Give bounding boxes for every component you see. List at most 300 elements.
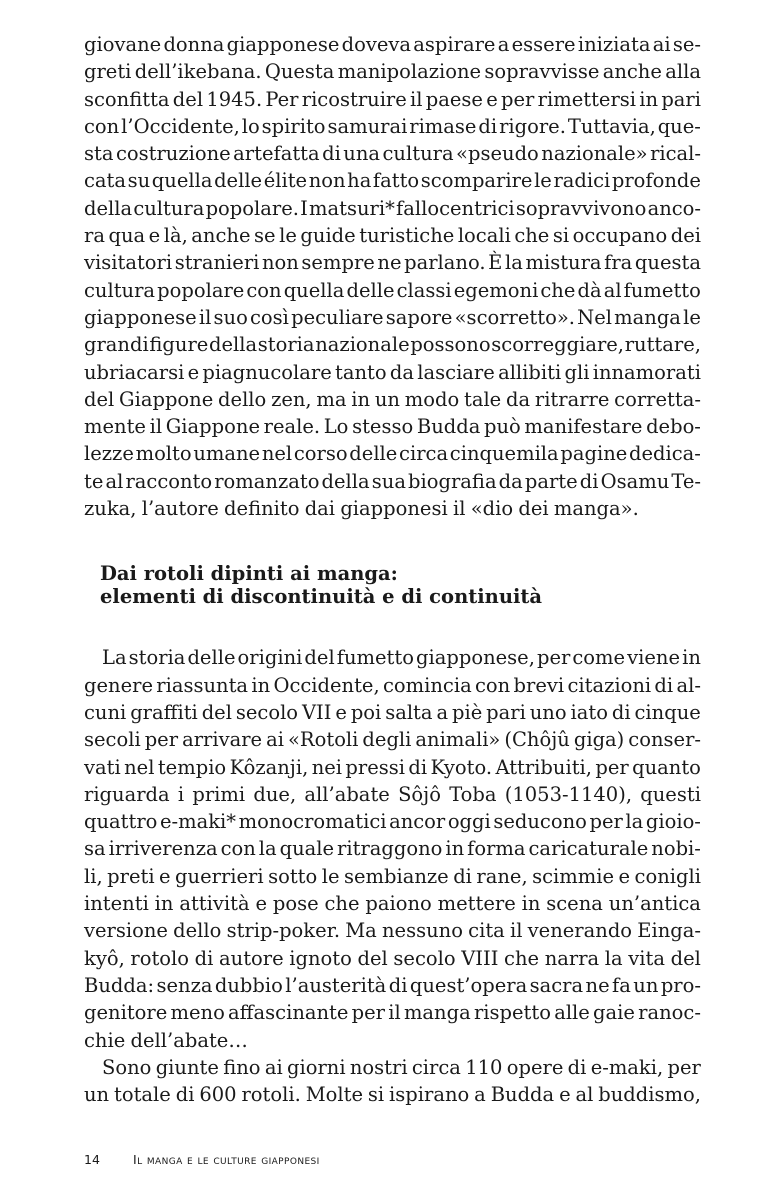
word: cultura	[382, 142, 454, 166]
word: sotto	[268, 864, 318, 888]
text-line	[84, 495, 701, 522]
word: fallocentrici	[396, 196, 515, 220]
word: uno	[529, 700, 567, 724]
word: possono	[410, 333, 491, 357]
word: Giappone	[119, 387, 214, 411]
paragraph-3	[84, 1054, 701, 1109]
word: manga	[614, 305, 681, 329]
word: dell’ikebana.	[134, 60, 262, 84]
text-line	[84, 945, 701, 972]
word: non	[308, 169, 346, 193]
word: suo	[213, 305, 248, 329]
word: reale.	[263, 415, 321, 439]
word: (1053-1140),	[504, 782, 633, 806]
word: Budda	[416, 415, 481, 439]
word: élite	[263, 169, 308, 193]
word: questi	[640, 782, 701, 806]
word: parlano.	[404, 251, 486, 275]
word: totale	[114, 1083, 171, 1107]
word: irriverenza	[108, 837, 218, 861]
word: il	[149, 415, 163, 439]
word: gaie	[593, 1001, 635, 1025]
word: dubbio	[214, 973, 283, 997]
word: stesso	[352, 415, 414, 439]
word: riguarda	[84, 782, 170, 806]
word: citazioni	[567, 673, 652, 697]
word: e	[255, 892, 267, 916]
word: ai	[652, 33, 671, 56]
word: che	[324, 892, 360, 916]
word: parte	[524, 469, 578, 493]
word: salta	[385, 700, 433, 724]
word: sua	[371, 469, 406, 493]
word: dei	[670, 224, 701, 248]
word: sta	[84, 142, 114, 166]
text-line	[84, 863, 701, 890]
word: profonde	[611, 169, 701, 193]
word: tanto	[335, 360, 387, 384]
word: figure	[149, 333, 209, 357]
word: guerrieri	[175, 864, 264, 888]
word: al-	[676, 673, 701, 697]
word: ai	[266, 728, 284, 752]
text-line	[84, 304, 701, 331]
word: un’antica	[608, 892, 701, 916]
text-line	[84, 195, 701, 222]
word: popolare.	[205, 196, 299, 220]
word: del	[84, 387, 115, 411]
word: se-	[672, 33, 701, 56]
text-line	[84, 31, 701, 58]
word: ricostruire	[301, 87, 407, 111]
word: iniziata	[577, 33, 651, 56]
word: su	[127, 169, 151, 193]
word: peculiare	[291, 305, 384, 329]
text-line	[84, 86, 701, 113]
word: ranoc-	[638, 1001, 701, 1025]
word: nei	[311, 755, 343, 779]
word: di	[567, 1055, 587, 1079]
word: versione	[84, 919, 168, 943]
word: fra	[604, 251, 633, 275]
word: per	[144, 728, 179, 752]
word: in	[682, 646, 701, 670]
word: ma	[316, 387, 347, 411]
word: in	[521, 892, 541, 916]
word: in	[251, 673, 271, 697]
word: al	[575, 1083, 594, 1107]
word: grandi	[84, 333, 149, 357]
word: nel	[261, 442, 293, 466]
word: «dio	[470, 497, 514, 521]
word: fa	[612, 973, 631, 997]
word: sembianze	[343, 864, 449, 888]
word: dello	[173, 919, 222, 943]
text-line	[84, 440, 701, 467]
word: per	[595, 755, 629, 779]
word: poi	[350, 700, 382, 724]
word: di	[654, 673, 674, 697]
word: turistiche	[359, 224, 455, 248]
word: di	[322, 142, 341, 166]
text-line	[84, 468, 701, 495]
word: alle	[554, 1001, 590, 1025]
word: racconto	[125, 469, 213, 493]
word: origini	[237, 646, 303, 670]
heading-line: elementi di discontinuità e di continuità	[100, 585, 543, 608]
word: Osamu	[600, 469, 670, 493]
word: «Rotoli	[288, 728, 359, 752]
word: e-maki,	[590, 1055, 664, 1079]
word: ritrarre	[534, 387, 610, 411]
word: l’Occidente,	[121, 114, 240, 138]
word: ignoto	[289, 946, 352, 970]
text-line	[84, 167, 701, 194]
word: del	[670, 946, 701, 970]
word: intenti	[84, 892, 149, 916]
word: la	[258, 837, 277, 861]
word: Toba	[449, 782, 497, 806]
word: artefatta	[233, 142, 320, 166]
word: caricaturale	[528, 837, 649, 861]
word: nobi-	[651, 837, 701, 861]
text-line	[84, 808, 701, 835]
word: per	[351, 1001, 386, 1025]
word: se	[254, 224, 276, 248]
word: con	[246, 278, 282, 302]
word: matsuri*	[309, 196, 395, 220]
word: del	[357, 946, 388, 970]
text-line	[84, 386, 701, 413]
text-line	[84, 331, 701, 358]
word: due,	[253, 782, 297, 806]
word: secoli	[84, 728, 141, 752]
word: strip-poker.	[226, 919, 341, 943]
word: paiono	[365, 892, 432, 916]
word: La	[102, 646, 127, 670]
word: dai	[304, 497, 336, 521]
word: giunte	[155, 1055, 219, 1079]
word: attività	[179, 892, 250, 916]
text-line	[84, 140, 701, 167]
word: delle	[346, 278, 395, 302]
word: le	[279, 224, 297, 248]
word: non	[261, 251, 299, 275]
word: doveva	[341, 33, 412, 56]
word: VII	[301, 700, 332, 724]
word: Questa	[264, 60, 335, 84]
word: della	[321, 469, 370, 493]
word: l’autore	[141, 497, 219, 521]
word: Kyoto.	[430, 755, 493, 779]
text-line	[84, 1054, 701, 1081]
word: con	[475, 673, 511, 697]
word: da	[498, 469, 523, 493]
word: la	[604, 946, 623, 970]
word: si	[552, 224, 570, 248]
text-line	[84, 890, 701, 917]
word: meno	[170, 1001, 225, 1025]
word: così	[250, 305, 289, 329]
text-line	[84, 222, 701, 249]
word: Sono	[102, 1055, 152, 1079]
word: giapponese	[84, 305, 197, 329]
word: spirito	[261, 114, 326, 138]
word: il	[198, 305, 212, 329]
word: pro-	[660, 973, 701, 997]
word: cultura	[133, 196, 205, 220]
word: che	[504, 946, 540, 970]
word: per	[589, 810, 623, 834]
word: visitatori	[84, 251, 173, 275]
word: arrivare	[182, 728, 263, 752]
word: ne	[585, 973, 610, 997]
word: popolare	[157, 278, 245, 302]
word: molto	[135, 442, 192, 466]
word: dell’abate…	[130, 1028, 248, 1052]
word: di	[478, 114, 498, 138]
word: delle	[349, 442, 398, 466]
word: che	[514, 224, 550, 248]
text-line	[84, 835, 701, 862]
word: Budda:	[84, 973, 155, 997]
word: scorreggiare,	[491, 333, 625, 357]
word: circa	[411, 1055, 461, 1079]
text-line	[84, 1027, 701, 1054]
word: que-	[657, 114, 701, 138]
word: ispirano	[389, 1083, 470, 1107]
word: storia	[128, 646, 186, 670]
word: tempio	[157, 755, 227, 779]
word: corretta-	[614, 387, 701, 411]
word: sa	[84, 837, 106, 861]
word: 1945.	[206, 87, 263, 111]
text-line	[84, 644, 701, 671]
word: occupano	[572, 224, 668, 248]
word: egemoni	[453, 278, 539, 302]
word: ai	[264, 1055, 283, 1079]
word: al	[105, 469, 124, 493]
text-line	[84, 781, 701, 808]
word: VIII	[461, 946, 499, 970]
word: giovane	[84, 33, 162, 56]
word: anche	[191, 224, 251, 248]
word: rical-	[650, 142, 701, 166]
word: rimase	[409, 114, 477, 138]
word: un	[84, 1083, 110, 1107]
word: Giappone	[165, 415, 260, 439]
word: da	[389, 360, 415, 384]
word: autore	[219, 946, 284, 970]
word: comincia	[382, 673, 472, 697]
word: si	[367, 1083, 385, 1107]
word: Budda	[490, 1083, 555, 1107]
word: scena	[546, 892, 603, 916]
word: può	[483, 415, 521, 439]
word: sapore	[385, 305, 453, 329]
word: rotoli.	[241, 1083, 301, 1107]
word: stranieri	[174, 251, 260, 275]
word: con	[84, 114, 120, 138]
word: monocromatici	[238, 810, 387, 834]
word: corso	[293, 442, 348, 466]
word: e	[559, 1083, 571, 1107]
word: e	[148, 224, 161, 248]
running-title: Il manga e le culture giapponesi	[132, 1152, 320, 1167]
word: oggi	[447, 810, 491, 834]
word: ra	[84, 224, 105, 248]
word: cata	[84, 169, 127, 193]
word: mistura	[525, 251, 602, 275]
word: vita	[628, 946, 665, 970]
heading-line: Dai rotoli dipinti ai manga:	[100, 562, 398, 585]
word: biografia	[408, 469, 497, 493]
word: ubriacarsi	[84, 360, 185, 384]
word: e	[486, 87, 498, 111]
word: kyô,	[84, 946, 125, 970]
word: gli	[564, 360, 590, 384]
word: la	[625, 810, 644, 834]
word: È	[488, 251, 503, 275]
word: di	[408, 755, 428, 779]
word: di	[175, 1083, 195, 1107]
word: sopravvisse	[484, 60, 600, 84]
word: e	[335, 700, 347, 724]
text-line	[84, 972, 701, 999]
word: delle	[187, 646, 236, 670]
word: un	[633, 973, 659, 997]
word: giorni	[287, 1055, 346, 1079]
word: là,	[163, 224, 188, 248]
word: manga».	[553, 497, 639, 521]
word: giapponese,	[416, 646, 535, 670]
word: quanto	[632, 755, 701, 779]
text-line	[84, 917, 701, 944]
word: cinquemila	[449, 442, 559, 466]
word: sconfitta	[84, 87, 170, 111]
word: di	[194, 946, 214, 970]
word: rimettersi	[537, 87, 637, 111]
text-line	[84, 113, 701, 140]
word: Ma	[345, 919, 377, 943]
word: animali»	[415, 728, 501, 752]
word: brevi	[513, 673, 565, 697]
word: pose	[272, 892, 319, 916]
word: il	[388, 1001, 401, 1025]
word: di	[453, 864, 472, 888]
word: Lo	[323, 415, 349, 439]
word: lo	[241, 114, 260, 138]
word: Occidente,	[273, 673, 380, 697]
word: seducono	[493, 810, 587, 834]
word: all’abate	[304, 782, 390, 806]
word: circa	[399, 442, 449, 466]
page-number: 14	[84, 1152, 100, 1167]
word: fatto	[372, 169, 420, 193]
word: a	[436, 700, 449, 724]
text-line	[84, 672, 701, 699]
word: a	[497, 33, 510, 56]
word: Nel	[577, 305, 612, 329]
word: manga	[403, 1001, 471, 1025]
section-heading	[100, 562, 542, 608]
word: le	[683, 305, 701, 329]
word: modo	[404, 387, 460, 411]
word: «scorretto».	[454, 305, 575, 329]
word: Te-	[671, 469, 701, 493]
word: piagnucolare	[202, 360, 332, 384]
word: genitore	[84, 1001, 168, 1025]
text-line	[84, 754, 701, 781]
word: dedica-	[629, 442, 701, 466]
word: nostri	[349, 1055, 408, 1079]
word: affascinante	[228, 1001, 349, 1025]
word: zen,	[271, 387, 312, 411]
text-line	[84, 699, 701, 726]
word: radici	[553, 169, 611, 193]
word: chie	[84, 1028, 126, 1052]
word: fumetto	[623, 278, 701, 302]
word: il	[509, 919, 523, 943]
word: opere	[506, 1055, 564, 1079]
word: Attribuiti,	[495, 755, 592, 779]
text-line	[84, 726, 701, 753]
word: giapponesi	[340, 497, 448, 521]
word: scomparire	[420, 169, 533, 193]
word: viene	[627, 646, 681, 670]
word: del	[201, 700, 232, 724]
word: nessuno	[382, 919, 463, 943]
word: li,	[84, 864, 103, 888]
text-line	[84, 58, 701, 85]
word: ancor	[389, 810, 446, 834]
word: alla	[665, 60, 701, 84]
word: forma	[467, 837, 526, 861]
word: rane,	[476, 864, 528, 888]
word: Molte	[305, 1083, 364, 1107]
word: quale	[279, 837, 335, 861]
word: pari	[486, 700, 526, 724]
word: anche	[602, 60, 662, 84]
word: in	[154, 892, 174, 916]
word: e	[159, 864, 171, 888]
word: costruzione	[115, 142, 231, 166]
word: preti	[107, 864, 155, 888]
word: la	[505, 251, 523, 275]
word: storia	[257, 333, 315, 357]
word: vati	[84, 755, 121, 779]
word: (Chôjû	[504, 728, 570, 752]
word: Tuttavia,	[567, 114, 656, 138]
word: sopravvivono	[515, 196, 647, 220]
word: riassunta	[156, 673, 249, 697]
word: dei	[518, 497, 549, 521]
word: nazionale	[315, 333, 410, 357]
word: manipolazione	[337, 60, 482, 84]
word: conigli	[634, 864, 701, 888]
word: umane	[193, 442, 261, 466]
page-footer	[84, 1152, 320, 1167]
word: 110	[465, 1055, 503, 1079]
word: donna	[163, 33, 225, 56]
word: cultura	[84, 278, 156, 302]
word: rispetto	[473, 1001, 551, 1025]
word: in	[639, 87, 659, 111]
word: delle	[214, 169, 263, 193]
word: per	[501, 87, 535, 111]
word: in	[351, 387, 371, 411]
word: come	[572, 646, 626, 670]
